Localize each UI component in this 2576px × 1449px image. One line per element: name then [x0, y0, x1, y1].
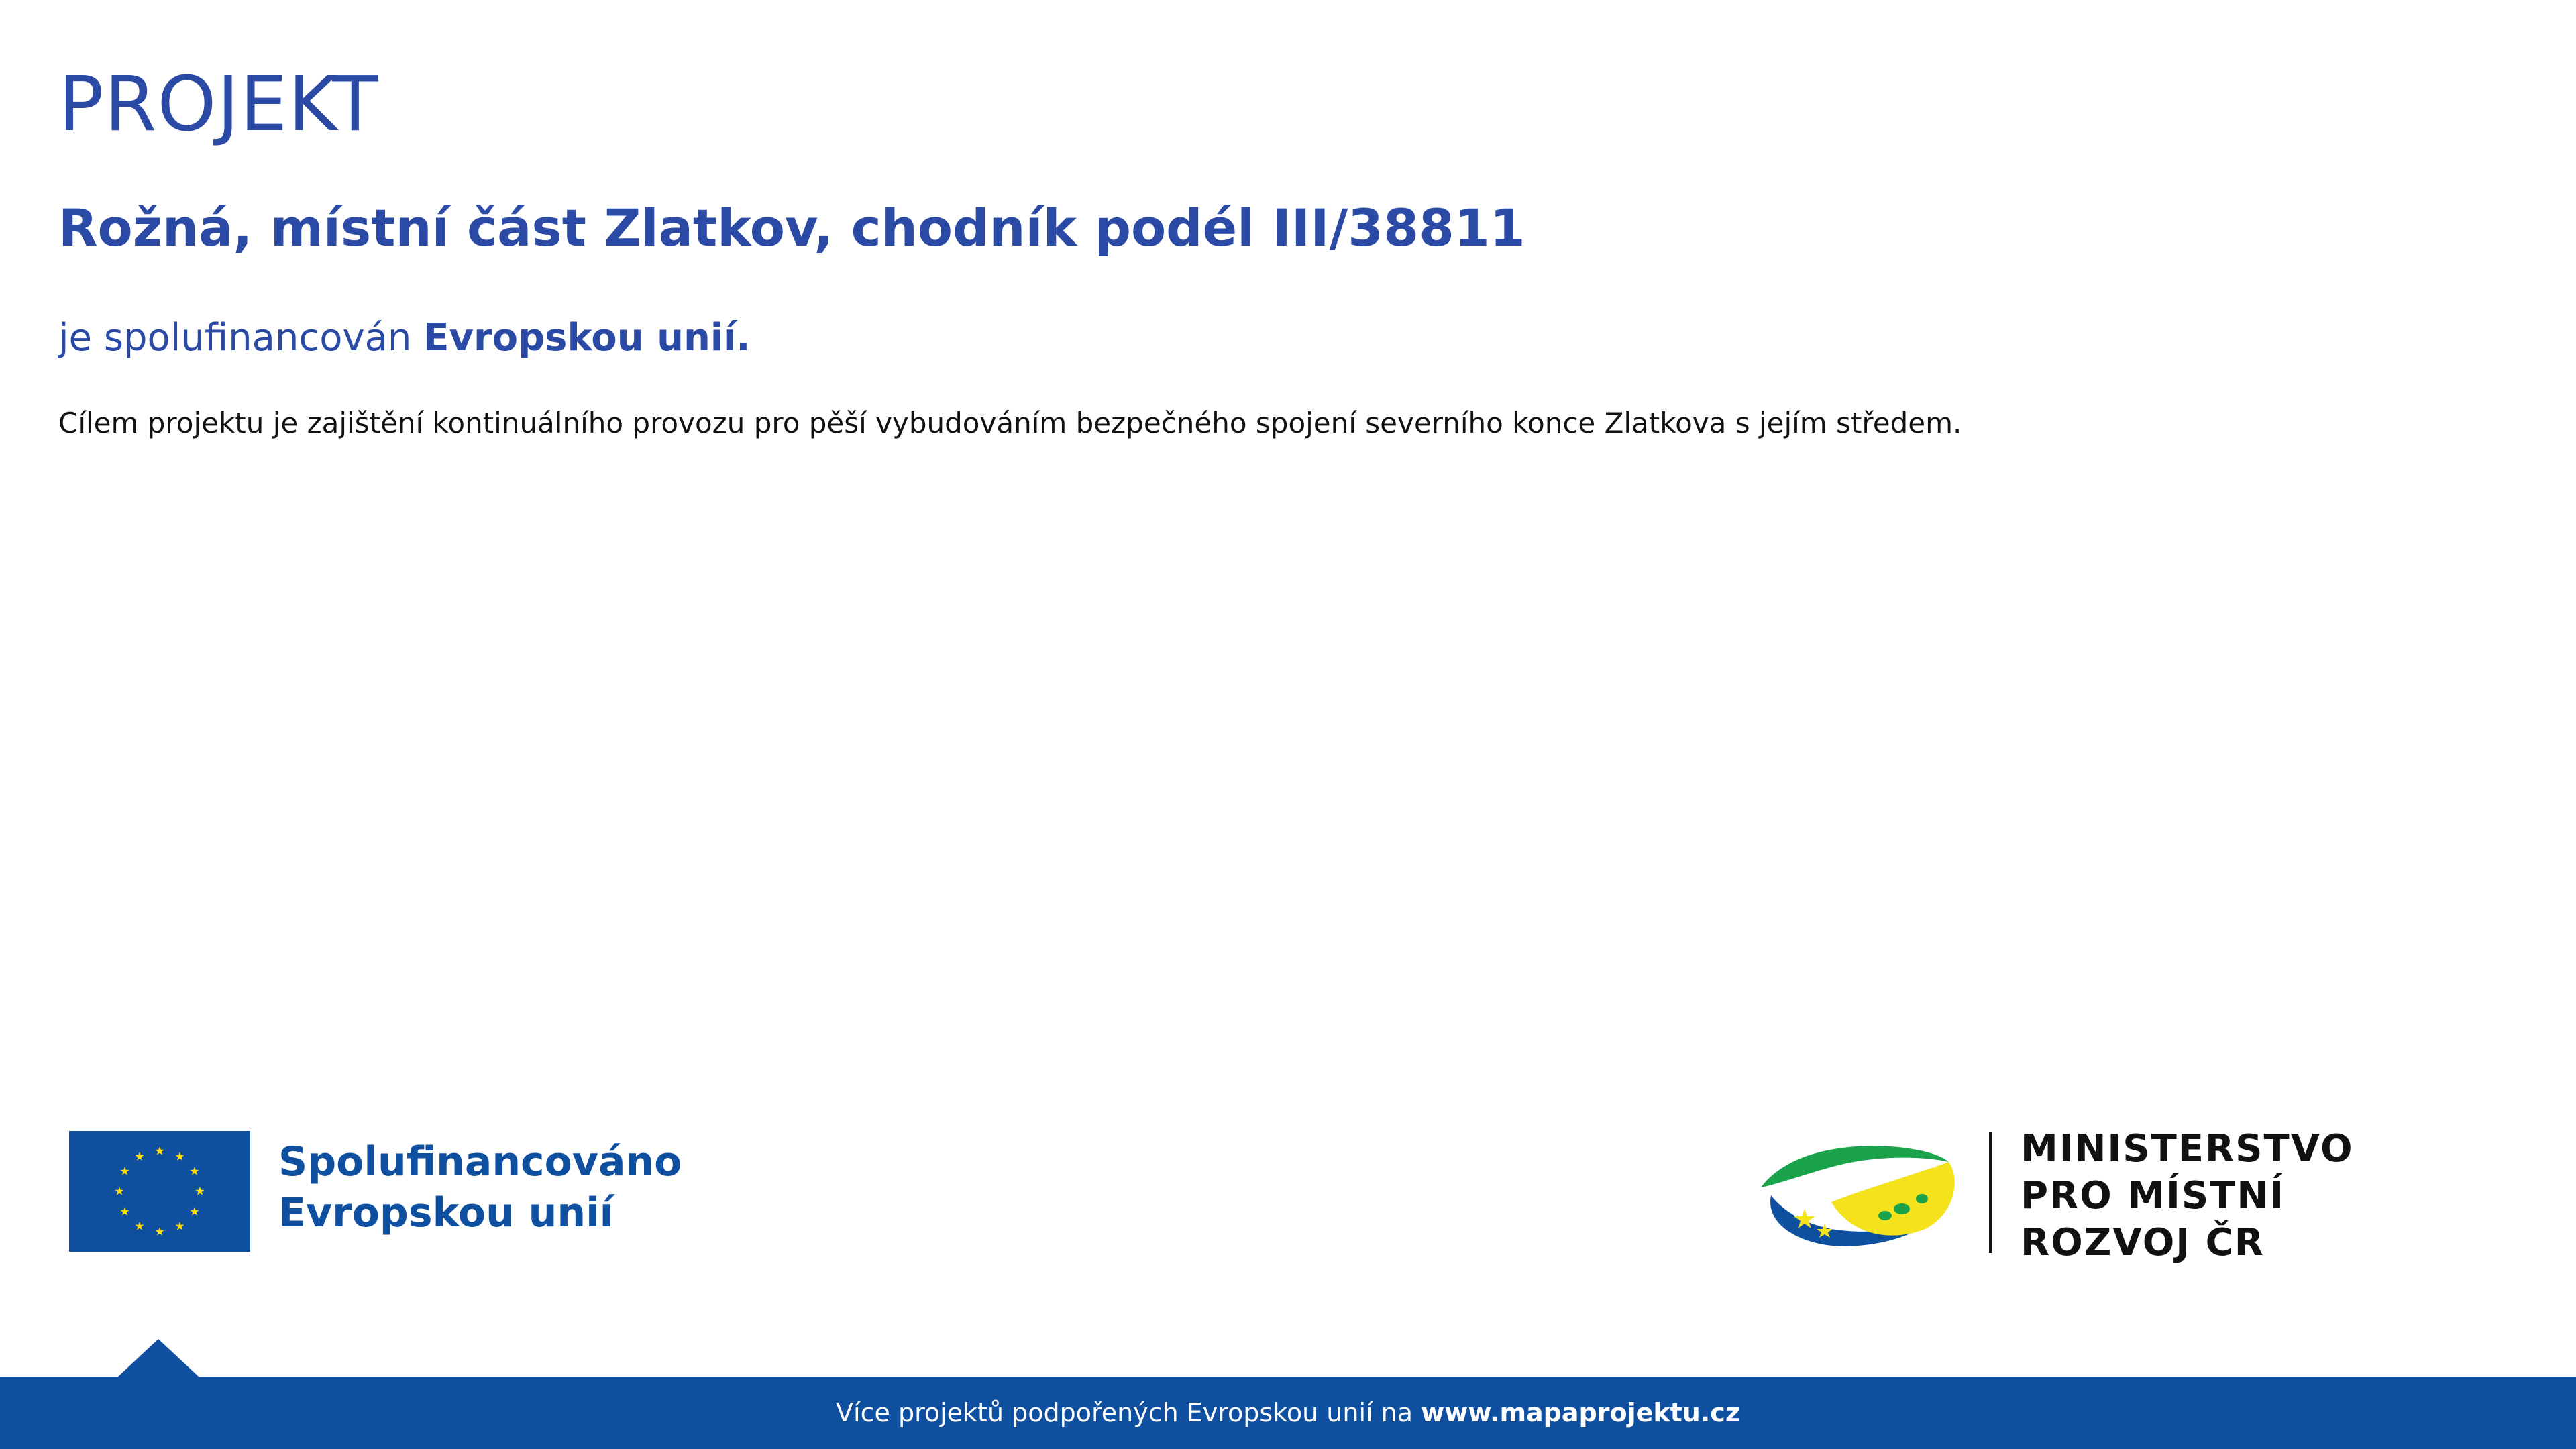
eu-logo-text [278, 1136, 682, 1238]
footer-prefix: Více projektů podpořených Evropskou unií na [836, 1398, 1413, 1428]
ministry-logo-line2: PRO MÍSTNÍ [2021, 1174, 2286, 1218]
project-title: Rožná, místní část Zlatkov, chodník podél III/38811 [58, 198, 1525, 258]
eu-cofinanced-logo [69, 1131, 682, 1253]
eu-flag-icon [69, 1131, 250, 1252]
ministry-logo-line3: ROZVOJ ČR [2021, 1221, 2265, 1265]
page-heading: PROJEKT [58, 61, 379, 148]
footer-text [0, 1377, 2576, 1449]
footer-link[interactable]: www.mapaprojektu.cz [1421, 1398, 1740, 1428]
footer-notch [118, 1339, 199, 1377]
ministry-logo-divider [1989, 1132, 1992, 1253]
cofinanced-prefix: je spolufinancován [58, 316, 412, 360]
ministry-emblem-icon [1758, 1135, 1959, 1250]
cofinanced-statement [58, 316, 751, 360]
cofinanced-eu: Evropskou unií. [423, 316, 751, 360]
ministry-logo-text [2021, 1126, 2354, 1267]
ministry-logo [1758, 1126, 2354, 1265]
footer-bar [0, 1377, 2576, 1449]
ministry-logo-line1: MINISTERSTVO [2021, 1127, 2354, 1171]
eu-logo-line1: Spolufinancováno [278, 1138, 682, 1185]
project-description: Cílem projektu je zajištění kontinuálního provozu pro pěší vybudováním bezpečného spojení severního konce Zlatkova s jejím středem. [58, 407, 1962, 439]
eu-logo-line2: Evropskou unií [278, 1189, 614, 1236]
